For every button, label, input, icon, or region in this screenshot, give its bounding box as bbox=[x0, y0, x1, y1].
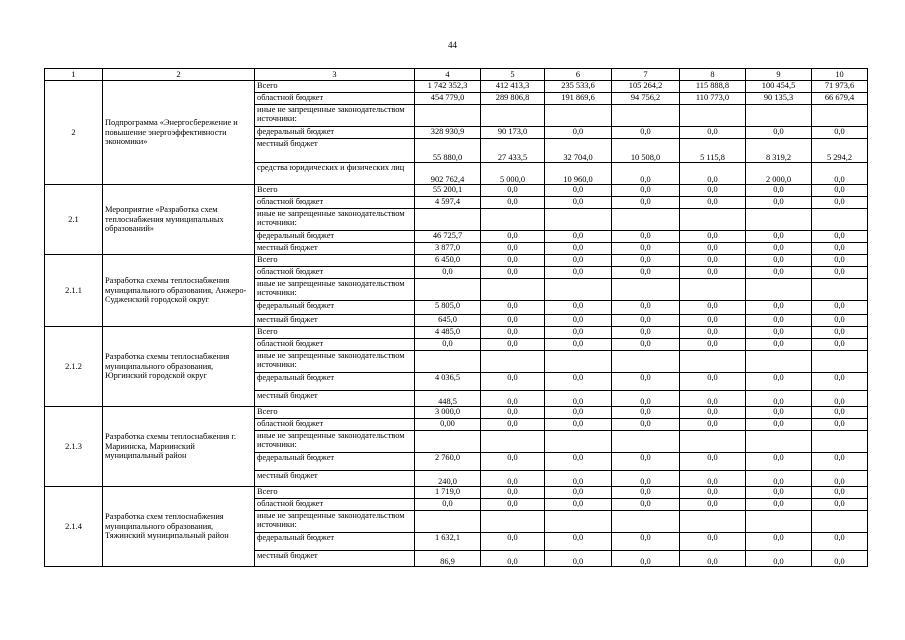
amount-cell bbox=[746, 351, 812, 373]
amount-cell: 0,0 bbox=[481, 471, 545, 487]
amount-cell: 6 450,0 bbox=[415, 255, 481, 267]
funding-source: местный бюджет bbox=[255, 243, 415, 255]
funding-source: федеральный бюджет bbox=[255, 301, 415, 315]
amount-cell: 328 930,9 bbox=[415, 127, 481, 139]
funding-source: иные не запрещенные законодательством источники: bbox=[255, 431, 415, 453]
amount-cell bbox=[612, 351, 680, 373]
amount-cell bbox=[545, 105, 612, 127]
amount-cell: 0,0 bbox=[680, 231, 746, 243]
amount-cell: 0,0 bbox=[812, 301, 868, 315]
program-name: Подпрограмма «Энергосбережение и повышение энергоэффективности экономики» bbox=[103, 81, 255, 185]
amount-cell: 0,0 bbox=[680, 453, 746, 471]
amount-cell bbox=[481, 105, 545, 127]
amount-cell: 0,0 bbox=[812, 327, 868, 339]
funding-source: Всего bbox=[255, 185, 415, 197]
amount-cell: 0,0 bbox=[545, 419, 612, 431]
amount-cell bbox=[415, 431, 481, 453]
funding-source: федеральный бюджет bbox=[255, 127, 415, 139]
amount-cell: 110 773,0 bbox=[680, 93, 746, 105]
program-name: Мероприятие «Разработка схем теплоснабжения муниципальных образований» bbox=[103, 185, 255, 255]
amount-cell: 0,0 bbox=[746, 453, 812, 471]
amount-cell: 0,0 bbox=[545, 267, 612, 279]
amount-cell: 2 760,0 bbox=[415, 453, 481, 471]
amount-cell bbox=[481, 431, 545, 453]
amount-cell: 71 973,6 bbox=[812, 81, 868, 93]
amount-cell: 645,0 bbox=[415, 315, 481, 327]
amount-cell bbox=[545, 351, 612, 373]
amount-cell: 0,0 bbox=[812, 499, 868, 511]
amount-cell: 0,0 bbox=[680, 551, 746, 567]
amount-cell: 0,0 bbox=[746, 243, 812, 255]
funding-source: средства юридических и физических лиц bbox=[255, 163, 415, 185]
amount-cell: 0,0 bbox=[746, 127, 812, 139]
amount-cell: 0,0 bbox=[545, 533, 612, 551]
amount-cell: 2 000,0 bbox=[746, 163, 812, 185]
amount-cell: 0,0 bbox=[481, 499, 545, 511]
amount-cell bbox=[612, 209, 680, 231]
column-number: 1 bbox=[45, 69, 103, 81]
amount-cell: 0,0 bbox=[812, 255, 868, 267]
amount-cell: 3 877,0 bbox=[415, 243, 481, 255]
amount-cell: 1 742 352,3 bbox=[415, 81, 481, 93]
amount-cell: 90 135,3 bbox=[746, 93, 812, 105]
amount-cell: 0,0 bbox=[481, 373, 545, 391]
funding-source: Всего bbox=[255, 255, 415, 267]
amount-cell: 0,0 bbox=[612, 407, 680, 419]
amount-cell: 1 719,0 bbox=[415, 487, 481, 499]
program-name: Разработка схемы теплоснабжения муниципального образования, Юргинский городской округ bbox=[103, 327, 255, 407]
row-code: 2.1.2 bbox=[45, 327, 103, 407]
program-name: Разработка схемы теплоснабжения г. Мариинска, Мариинский муниципальный район bbox=[103, 407, 255, 487]
amount-cell: 0,0 bbox=[812, 339, 868, 351]
amount-cell: 90 173,0 bbox=[481, 127, 545, 139]
amount-cell: 0,0 bbox=[545, 185, 612, 197]
amount-cell: 0,0 bbox=[545, 407, 612, 419]
column-number: 8 bbox=[680, 69, 746, 81]
amount-cell: 46 725,7 bbox=[415, 231, 481, 243]
amount-cell: 0,0 bbox=[680, 407, 746, 419]
amount-cell: 0,0 bbox=[481, 339, 545, 351]
row-code: 2.1.4 bbox=[45, 487, 103, 567]
amount-cell: 0,0 bbox=[545, 127, 612, 139]
amount-cell bbox=[680, 351, 746, 373]
amount-cell: 0,0 bbox=[812, 453, 868, 471]
amount-cell: 902 762,4 bbox=[415, 163, 481, 185]
amount-cell: 0,0 bbox=[680, 197, 746, 209]
row-code: 2 bbox=[45, 81, 103, 185]
amount-cell: 454 779,0 bbox=[415, 93, 481, 105]
amount-cell bbox=[812, 351, 868, 373]
amount-cell: 0,0 bbox=[680, 185, 746, 197]
table-row bbox=[45, 327, 868, 339]
funding-source: иные не запрещенные законодательством источники: bbox=[255, 511, 415, 533]
amount-cell: 0,0 bbox=[545, 551, 612, 567]
amount-cell: 0,0 bbox=[545, 231, 612, 243]
amount-cell: 0,0 bbox=[612, 267, 680, 279]
amount-cell: 0,0 bbox=[746, 407, 812, 419]
amount-cell: 0,0 bbox=[612, 255, 680, 267]
amount-cell: 0,0 bbox=[680, 339, 746, 351]
amount-cell: 0,00 bbox=[415, 419, 481, 431]
funding-source: иные не запрещенные законодательством источники: bbox=[255, 209, 415, 231]
amount-cell: 0,0 bbox=[680, 471, 746, 487]
amount-cell: 0,0 bbox=[680, 487, 746, 499]
amount-cell: 0,0 bbox=[812, 127, 868, 139]
funding-source: областной бюджет bbox=[255, 197, 415, 209]
amount-cell: 0,0 bbox=[545, 453, 612, 471]
amount-cell bbox=[415, 279, 481, 301]
amount-cell: 0,0 bbox=[746, 197, 812, 209]
amount-cell bbox=[545, 209, 612, 231]
funding-source: местный бюджет bbox=[255, 551, 415, 567]
amount-cell bbox=[680, 209, 746, 231]
amount-cell bbox=[812, 209, 868, 231]
funding-source: федеральный бюджет bbox=[255, 373, 415, 391]
amount-cell: 0,0 bbox=[812, 487, 868, 499]
amount-cell: 94 756,2 bbox=[612, 93, 680, 105]
amount-cell: 0,0 bbox=[481, 391, 545, 407]
amount-cell: 0,0 bbox=[680, 373, 746, 391]
amount-cell: 0,0 bbox=[481, 197, 545, 209]
amount-cell: 289 806,8 bbox=[481, 93, 545, 105]
amount-cell: 5 000,0 bbox=[481, 163, 545, 185]
amount-cell: 0,0 bbox=[481, 487, 545, 499]
funding-source: Всего bbox=[255, 81, 415, 93]
amount-cell: 0,0 bbox=[612, 243, 680, 255]
amount-cell: 4 597,4 bbox=[415, 197, 481, 209]
amount-cell bbox=[680, 511, 746, 533]
budget-table-body bbox=[45, 69, 868, 567]
amount-cell: 5 294,2 bbox=[812, 139, 868, 163]
amount-cell: 0,0 bbox=[746, 327, 812, 339]
column-number: 9 bbox=[746, 69, 812, 81]
amount-cell: 0,0 bbox=[612, 197, 680, 209]
amount-cell: 0,0 bbox=[746, 471, 812, 487]
amount-cell: 240,0 bbox=[415, 471, 481, 487]
amount-cell: 0,0 bbox=[612, 373, 680, 391]
amount-cell: 8 319,2 bbox=[746, 139, 812, 163]
funding-source: иные не запрещенные законодательством источники: bbox=[255, 279, 415, 301]
amount-cell: 0,0 bbox=[612, 327, 680, 339]
amount-cell bbox=[612, 105, 680, 127]
amount-cell: 0,0 bbox=[481, 327, 545, 339]
amount-cell: 66 679,4 bbox=[812, 93, 868, 105]
column-number: 4 bbox=[415, 69, 481, 81]
column-number: 7 bbox=[612, 69, 680, 81]
table-row bbox=[45, 81, 868, 93]
amount-cell: 0,0 bbox=[545, 499, 612, 511]
funding-source: федеральный бюджет bbox=[255, 231, 415, 243]
funding-source: областной бюджет bbox=[255, 499, 415, 511]
row-code: 2.1.1 bbox=[45, 255, 103, 327]
amount-cell bbox=[481, 511, 545, 533]
amount-cell: 0,0 bbox=[481, 419, 545, 431]
column-number: 2 bbox=[103, 69, 255, 81]
amount-cell bbox=[415, 209, 481, 231]
amount-cell: 0,0 bbox=[481, 315, 545, 327]
program-name: Разработка схем теплоснабжения муниципального образования, Тяжинский муниципальный район bbox=[103, 487, 255, 567]
funding-source: федеральный бюджет bbox=[255, 533, 415, 551]
amount-cell: 0,0 bbox=[746, 499, 812, 511]
amount-cell: 0,0 bbox=[680, 391, 746, 407]
amount-cell: 0,0 bbox=[812, 419, 868, 431]
amount-cell: 0,0 bbox=[746, 391, 812, 407]
amount-cell: 0,0 bbox=[812, 231, 868, 243]
table-row bbox=[45, 407, 868, 419]
amount-cell: 0,0 bbox=[812, 391, 868, 407]
amount-cell: 191 869,6 bbox=[545, 93, 612, 105]
amount-cell: 0,0 bbox=[680, 533, 746, 551]
amount-cell: 0,0 bbox=[680, 499, 746, 511]
amount-cell bbox=[812, 105, 868, 127]
funding-source: местный бюджет bbox=[255, 315, 415, 327]
amount-cell bbox=[415, 105, 481, 127]
amount-cell: 0,0 bbox=[481, 301, 545, 315]
amount-cell: 0,0 bbox=[812, 471, 868, 487]
amount-cell: 0,0 bbox=[812, 197, 868, 209]
amount-cell: 0,0 bbox=[612, 391, 680, 407]
amount-cell bbox=[812, 431, 868, 453]
amount-cell bbox=[812, 279, 868, 301]
amount-cell bbox=[680, 279, 746, 301]
amount-cell: 5 115,8 bbox=[680, 139, 746, 163]
row-code: 2.1.3 bbox=[45, 407, 103, 487]
amount-cell: 0,0 bbox=[746, 231, 812, 243]
amount-cell: 55 880,0 bbox=[415, 139, 481, 163]
amount-cell: 0,0 bbox=[680, 255, 746, 267]
amount-cell: 0,0 bbox=[746, 533, 812, 551]
funding-source: иные не запрещенные законодательством источники: bbox=[255, 105, 415, 127]
funding-source: Всего bbox=[255, 407, 415, 419]
funding-source: местный бюджет bbox=[255, 139, 415, 163]
amount-cell: 0,0 bbox=[481, 453, 545, 471]
amount-cell: 0,0 bbox=[612, 419, 680, 431]
amount-cell bbox=[545, 279, 612, 301]
column-number: 5 bbox=[481, 69, 545, 81]
amount-cell: 105 264,2 bbox=[612, 81, 680, 93]
amount-cell bbox=[746, 209, 812, 231]
page-number: 44 bbox=[448, 40, 457, 50]
amount-cell: 0,0 bbox=[680, 315, 746, 327]
amount-cell: 0,0 bbox=[481, 255, 545, 267]
amount-cell: 0,0 bbox=[746, 315, 812, 327]
amount-cell: 0,0 bbox=[545, 373, 612, 391]
amount-cell: 0,0 bbox=[680, 419, 746, 431]
amount-cell: 5 805,0 bbox=[415, 301, 481, 315]
amount-cell: 0,0 bbox=[545, 315, 612, 327]
amount-cell: 0,0 bbox=[746, 419, 812, 431]
amount-cell bbox=[545, 431, 612, 453]
amount-cell: 0,0 bbox=[812, 163, 868, 185]
amount-cell: 0,0 bbox=[812, 551, 868, 567]
amount-cell: 10 508,0 bbox=[612, 139, 680, 163]
amount-cell: 0,0 bbox=[612, 315, 680, 327]
amount-cell: 412 413,3 bbox=[481, 81, 545, 93]
amount-cell: 0,0 bbox=[545, 301, 612, 315]
column-number-row bbox=[45, 69, 868, 81]
amount-cell: 3 000,0 bbox=[415, 407, 481, 419]
amount-cell: 0,0 bbox=[812, 243, 868, 255]
amount-cell bbox=[545, 511, 612, 533]
column-number: 10 bbox=[812, 69, 868, 81]
funding-source: федеральный бюджет bbox=[255, 453, 415, 471]
amount-cell: 0,0 bbox=[612, 499, 680, 511]
table-row bbox=[45, 487, 868, 499]
amount-cell: 0,0 bbox=[415, 267, 481, 279]
amount-cell: 0,0 bbox=[612, 339, 680, 351]
amount-cell: 0,0 bbox=[612, 551, 680, 567]
amount-cell: 1 632,1 bbox=[415, 533, 481, 551]
table-row bbox=[45, 185, 868, 197]
amount-cell: 0,0 bbox=[612, 127, 680, 139]
amount-cell: 32 704,0 bbox=[545, 139, 612, 163]
amount-cell bbox=[612, 511, 680, 533]
amount-cell: 0,0 bbox=[481, 185, 545, 197]
funding-source: областной бюджет bbox=[255, 93, 415, 105]
amount-cell bbox=[415, 351, 481, 373]
amount-cell: 0,0 bbox=[612, 453, 680, 471]
amount-cell: 0,0 bbox=[746, 373, 812, 391]
amount-cell: 0,0 bbox=[481, 231, 545, 243]
program-name: Разработка схемы теплоснабжения муниципального образования, Анжеро-Судженский городской округ bbox=[103, 255, 255, 327]
funding-source: Всего bbox=[255, 487, 415, 499]
amount-cell: 86,9 bbox=[415, 551, 481, 567]
column-number: 6 bbox=[545, 69, 612, 81]
amount-cell: 0,0 bbox=[746, 551, 812, 567]
amount-cell bbox=[680, 431, 746, 453]
amount-cell: 0,0 bbox=[545, 391, 612, 407]
amount-cell: 0,0 bbox=[415, 499, 481, 511]
amount-cell: 0,0 bbox=[680, 163, 746, 185]
amount-cell: 4 485,0 bbox=[415, 327, 481, 339]
row-code: 2.1 bbox=[45, 185, 103, 255]
amount-cell bbox=[415, 511, 481, 533]
amount-cell: 0,0 bbox=[812, 267, 868, 279]
amount-cell: 0,0 bbox=[545, 487, 612, 499]
amount-cell: 0,0 bbox=[680, 301, 746, 315]
amount-cell bbox=[481, 351, 545, 373]
funding-source: областной бюджет bbox=[255, 339, 415, 351]
funding-source: областной бюджет bbox=[255, 267, 415, 279]
amount-cell: 0,0 bbox=[545, 255, 612, 267]
amount-cell: 0,0 bbox=[812, 407, 868, 419]
amount-cell: 448,5 bbox=[415, 391, 481, 407]
amount-cell bbox=[746, 105, 812, 127]
amount-cell bbox=[481, 209, 545, 231]
amount-cell: 100 454,5 bbox=[746, 81, 812, 93]
amount-cell: 0,0 bbox=[812, 373, 868, 391]
funding-source: областной бюджет bbox=[255, 419, 415, 431]
amount-cell: 0,0 bbox=[612, 301, 680, 315]
amount-cell: 0,0 bbox=[680, 243, 746, 255]
amount-cell: 0,0 bbox=[746, 339, 812, 351]
amount-cell bbox=[746, 279, 812, 301]
amount-cell: 0,0 bbox=[612, 163, 680, 185]
amount-cell: 0,0 bbox=[612, 533, 680, 551]
amount-cell bbox=[612, 279, 680, 301]
amount-cell: 0,0 bbox=[612, 487, 680, 499]
table-row bbox=[45, 255, 868, 267]
amount-cell: 0,0 bbox=[545, 243, 612, 255]
funding-source: иные не запрещенные законодательством источники: bbox=[255, 351, 415, 373]
funding-source: местный бюджет bbox=[255, 471, 415, 487]
amount-cell: 0,0 bbox=[545, 339, 612, 351]
amount-cell: 0,0 bbox=[746, 301, 812, 315]
amount-cell: 0,0 bbox=[545, 197, 612, 209]
amount-cell: 0,0 bbox=[680, 267, 746, 279]
column-number: 3 bbox=[255, 69, 415, 81]
amount-cell: 0,0 bbox=[680, 327, 746, 339]
amount-cell: 0,0 bbox=[746, 267, 812, 279]
budget-table bbox=[44, 68, 868, 567]
amount-cell: 0,0 bbox=[545, 471, 612, 487]
funding-source: Всего bbox=[255, 327, 415, 339]
amount-cell: 0,0 bbox=[612, 471, 680, 487]
amount-cell: 0,0 bbox=[746, 185, 812, 197]
amount-cell: 0,0 bbox=[612, 231, 680, 243]
amount-cell bbox=[481, 279, 545, 301]
amount-cell: 0,0 bbox=[481, 243, 545, 255]
amount-cell: 0,0 bbox=[612, 185, 680, 197]
funding-source: местный бюджет bbox=[255, 391, 415, 407]
amount-cell: 0,0 bbox=[481, 267, 545, 279]
amount-cell: 27 433,5 bbox=[481, 139, 545, 163]
amount-cell bbox=[812, 511, 868, 533]
amount-cell: 0,0 bbox=[680, 127, 746, 139]
amount-cell: 0,0 bbox=[481, 407, 545, 419]
amount-cell bbox=[746, 431, 812, 453]
amount-cell: 0,0 bbox=[746, 255, 812, 267]
amount-cell bbox=[612, 431, 680, 453]
amount-cell: 0,0 bbox=[481, 533, 545, 551]
amount-cell: 0,0 bbox=[812, 533, 868, 551]
amount-cell bbox=[680, 105, 746, 127]
amount-cell: 0,0 bbox=[746, 487, 812, 499]
amount-cell bbox=[746, 511, 812, 533]
amount-cell: 55 200,1 bbox=[415, 185, 481, 197]
amount-cell: 115 888,8 bbox=[680, 81, 746, 93]
amount-cell: 0,0 bbox=[812, 315, 868, 327]
amount-cell: 0,0 bbox=[812, 185, 868, 197]
amount-cell: 0,0 bbox=[481, 551, 545, 567]
amount-cell: 0,0 bbox=[545, 327, 612, 339]
amount-cell: 10 960,0 bbox=[545, 163, 612, 185]
amount-cell: 235 533,6 bbox=[545, 81, 612, 93]
amount-cell: 4 036,5 bbox=[415, 373, 481, 391]
amount-cell: 0,0 bbox=[415, 339, 481, 351]
